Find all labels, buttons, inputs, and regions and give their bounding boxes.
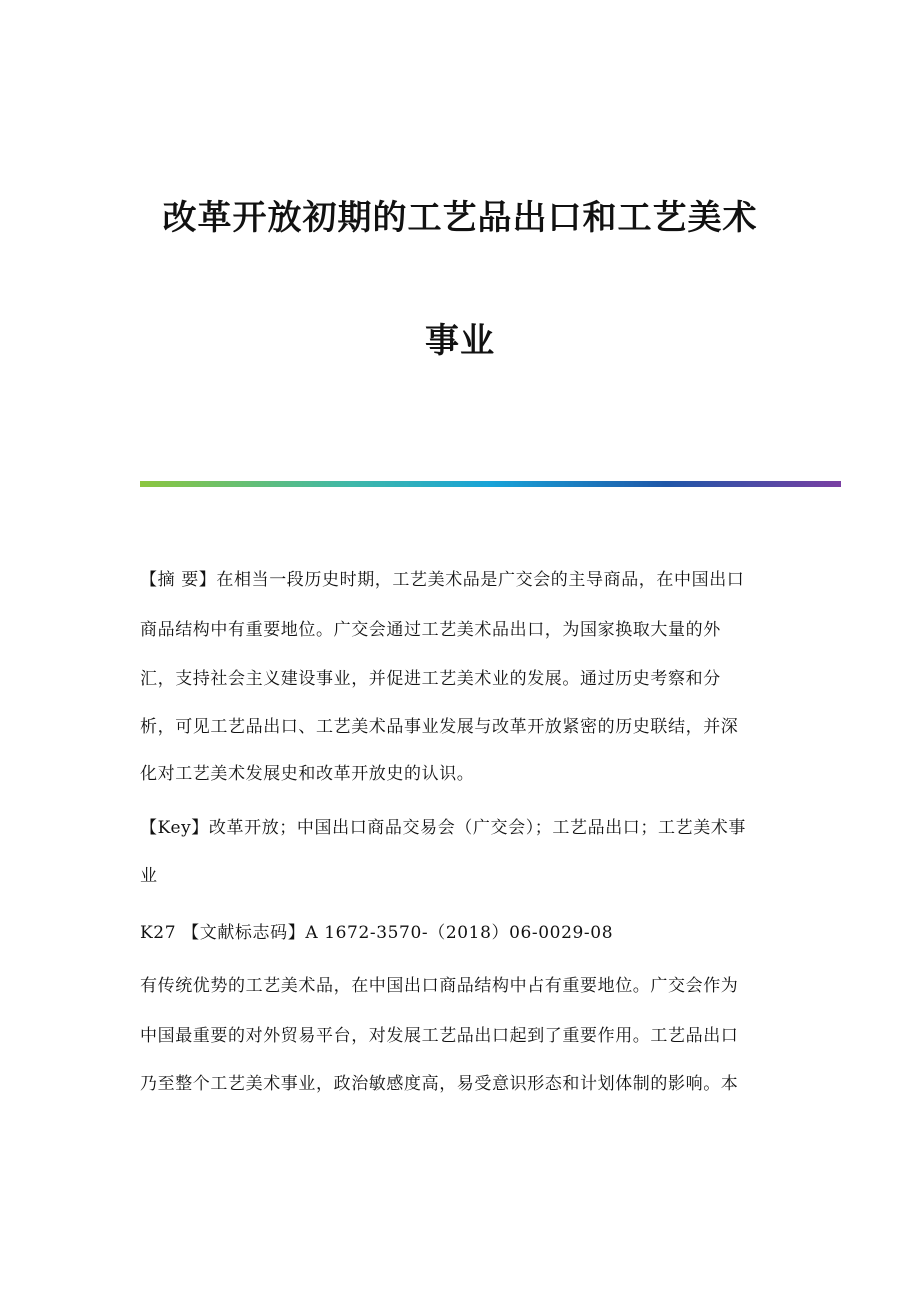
body-line: 乃至整个工艺美术事业，政治敏感度高，易受意识形态和计划体制的影响。本 — [140, 1074, 739, 1094]
abstract-line: 化对工艺美术发展史和改革开放史的认识。 — [140, 764, 475, 784]
keywords-line: 业 — [140, 866, 158, 886]
document-title-line-2: 事业 — [425, 321, 495, 361]
abstract-line: 汇，支持社会主义建设事业，并促进工艺美术业的发展。通过历史考察和分 — [140, 669, 721, 689]
abstract-line: 析，可见工艺品出口、工艺美术品事业发展与改革开放紧密的历史联结，并深 — [140, 717, 739, 737]
abstract-line: 商品结构中有重要地位。广交会通过工艺美术品出口，为国家换取大量的外 — [140, 620, 721, 640]
document-title-line-1: 改革开放初期的工艺品出口和工艺美术 — [162, 198, 758, 238]
gradient-divider — [140, 481, 841, 487]
body-line: 中国最重要的对外贸易平台，对发展工艺品出口起到了重要作用。工艺品出口 — [140, 1026, 739, 1046]
abstract-line: 【摘 要】在相当一段历史时期，工艺美术品是广交会的主导商品，在中国出口 — [140, 570, 745, 590]
classification-line: K27 【文献标志码】A 1672-3570-（2018）06-0029-08 — [140, 923, 614, 943]
keywords-line: 【Key】改革开放；中国出口商品交易会（广交会）；工艺品出口；工艺美术事 — [140, 818, 747, 838]
body-line: 有传统优势的工艺美术品，在中国出口商品结构中占有重要地位。广交会作为 — [140, 976, 739, 996]
